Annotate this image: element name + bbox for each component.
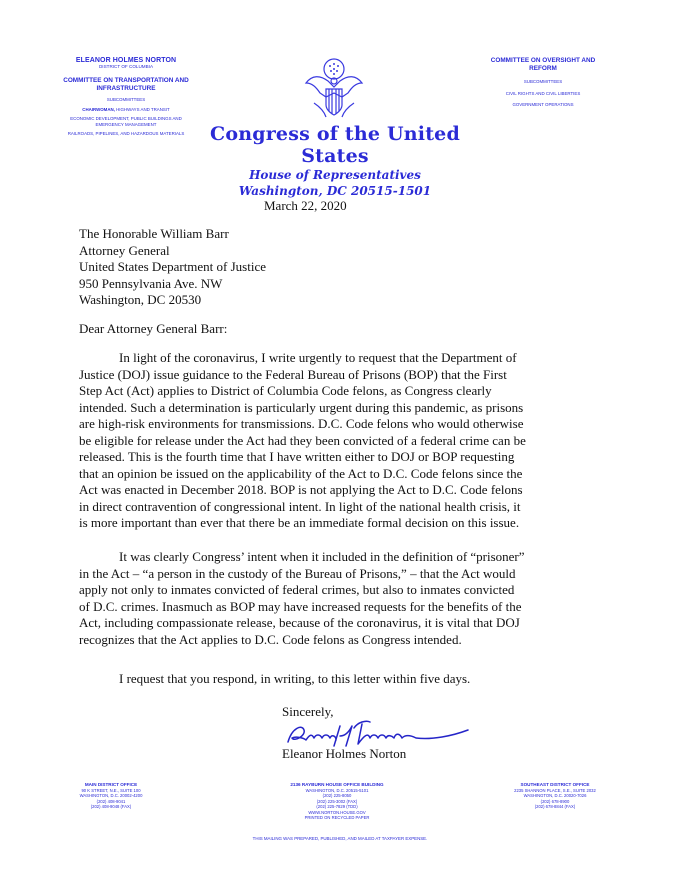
masthead [190, 123, 480, 199]
masthead-address: Washington, DC 20515-1501 [238, 184, 432, 198]
closing: Sincerely, [282, 704, 334, 719]
subcommittee-civil-rights: CIVIL RIGHTS AND CIVIL LIBERTIES [505, 90, 581, 96]
masthead-congress: Congress of the United States [210, 123, 460, 167]
paragraph-1: In light of the coronavirus, I write urgently to request that the Department of Justice (DOJ) issue guidance to the Federal Bureau of Prisons (BOP) that the First Step Act (Act) applies to District of Columbia Code felons, as Congress clearly intended. Such a determination is particularly urgent during this pandemic, as prisons are high-risk environments for transmissions. D.C. Code felons who would otherwise be eligible for release under the Act had they been convicted of a federal crime can be released. This is the fourth time that I have written either to DOJ or BOP requesting that an opinion be issued on the applicability of the Act to D.C. Code felons since the Act was enacted in December 2018. BOP is not applying the Act to D.C. Code felons in direct contravention of congressional intent. In light of the national health crisis, it is more important than ever that there be an immediate formal decision on this issue. [79, 350, 526, 530]
recipient-line: 950 Pennsylvania Ave. NW [79, 275, 223, 291]
member-name: ELEANOR HOLMES NORTON [75, 57, 177, 64]
footer-title: SOUTHEAST DISTRICT OFFICE [520, 782, 590, 787]
footer-line: (202) 225-3002 (FAX) [316, 798, 358, 804]
footer-title: MAIN DISTRICT OFFICE [84, 782, 138, 787]
member-district: DISTRICT OF COLUMBIA [98, 64, 154, 69]
letterhead-right [478, 57, 608, 108]
recipient-line: The Honorable William Barr [79, 226, 229, 241]
footer-line: (202) 408-9041 [96, 798, 126, 804]
signer-name: Eleanor Holmes Norton [282, 746, 407, 761]
footer-line: (202) 678-8844 (FAX) [534, 804, 576, 810]
footer-line: 90 K STREET, N.E., SUITE 100 [81, 788, 141, 793]
paragraph-2: It was clearly Congress’ intent when it included in the definition of “prisoner” in the Act – “a person in the custody of the Bureau of Prisons,” – that the Act would apply not only to inmates convicted of federal crimes, but also to inmates convicted of D.C. crimes. Inasmuch as BOP may have increased requests for the benefits of the Act, including compassionate release, because of the coronavirus, it is vital that DOJ recognizes that the Act applies to D.C. Code felons as Congress intended. [79, 549, 525, 647]
footer-line: WASHINGTON, D.C. 20515-5101 [305, 788, 369, 793]
footer-line: PRINTED ON RECYCLED PAPER [304, 815, 370, 821]
footer-line: (202) 408-9048 (FAX) [90, 804, 132, 810]
subcommittee-government-operations: GOVERNMENT OPERATIONS [512, 102, 574, 108]
footer-disclaimer: THIS MAILING WAS PREPARED, PUBLISHED, AND MAILED AT TAXPAYER EXPENSE. [252, 836, 428, 841]
footer-line: 2235 SHANNON PLACE, S.E., SUITE 2032 [514, 788, 596, 793]
subcommittees-label-right: SUBCOMMITTEES [523, 79, 563, 84]
recipient-line: Attorney General [79, 242, 170, 258]
masthead-house: House of Representatives [249, 168, 421, 182]
footer-line: WASHINGTON, D.C. 20002-4200 [79, 793, 143, 799]
letter-date: March 22, 2020 [264, 198, 347, 213]
footer-line: WASHINGTON, D.C. 20020-7026 [523, 793, 587, 799]
footer-line: WWW.NORTON.HOUSE.GOV [308, 809, 366, 815]
subcommittees-label-left: SUBCOMMITTEES [106, 97, 146, 102]
recipient-line: Washington, DC 20530 [79, 292, 202, 307]
footer-main-district-office [56, 782, 166, 810]
subcommittee-highways [56, 107, 196, 113]
recipient-line: United States Department of Justice [79, 259, 267, 274]
subcommittee-railroads: RAILROADS, PIPELINES, AND HAZARDOUS MATERIALS [67, 131, 185, 137]
salutation: Dear Attorney General Barr: [79, 321, 228, 336]
footer-line: (202) 225-8050 [322, 793, 352, 799]
footer-southeast-district-office [500, 782, 610, 810]
recipient-address [79, 226, 527, 309]
house-seal-icon [298, 53, 370, 125]
footer-line: (202) 678-8900 [540, 798, 570, 804]
paragraph-3: I request that you respond, in writing, to this letter within five days. [119, 671, 471, 686]
footer-title: 2136 RAYBURN HOUSE OFFICE BUILDING [290, 782, 384, 787]
subcommittee-economic: ECONOMIC DEVELOPMENT, PUBLIC BUILDINGS AND EMERGENCY MANAGEMENT [70, 116, 182, 127]
letterhead-left [56, 57, 196, 137]
committee-oversight: COMMITTEE ON OVERSIGHT AND REFORM [490, 57, 596, 72]
footer-line: (202) 225-7829 (TDD) [316, 804, 358, 810]
committee-transportation: COMMITTEE ON TRANSPORTATION AND INFRASTRUCTURE [63, 77, 189, 92]
chairwoman-label: CHAIRWOMAN, [82, 106, 115, 112]
chairwoman-subcommittee: HIGHWAYS AND TRANSIT [116, 106, 170, 112]
footer-rayburn-office [262, 782, 412, 820]
